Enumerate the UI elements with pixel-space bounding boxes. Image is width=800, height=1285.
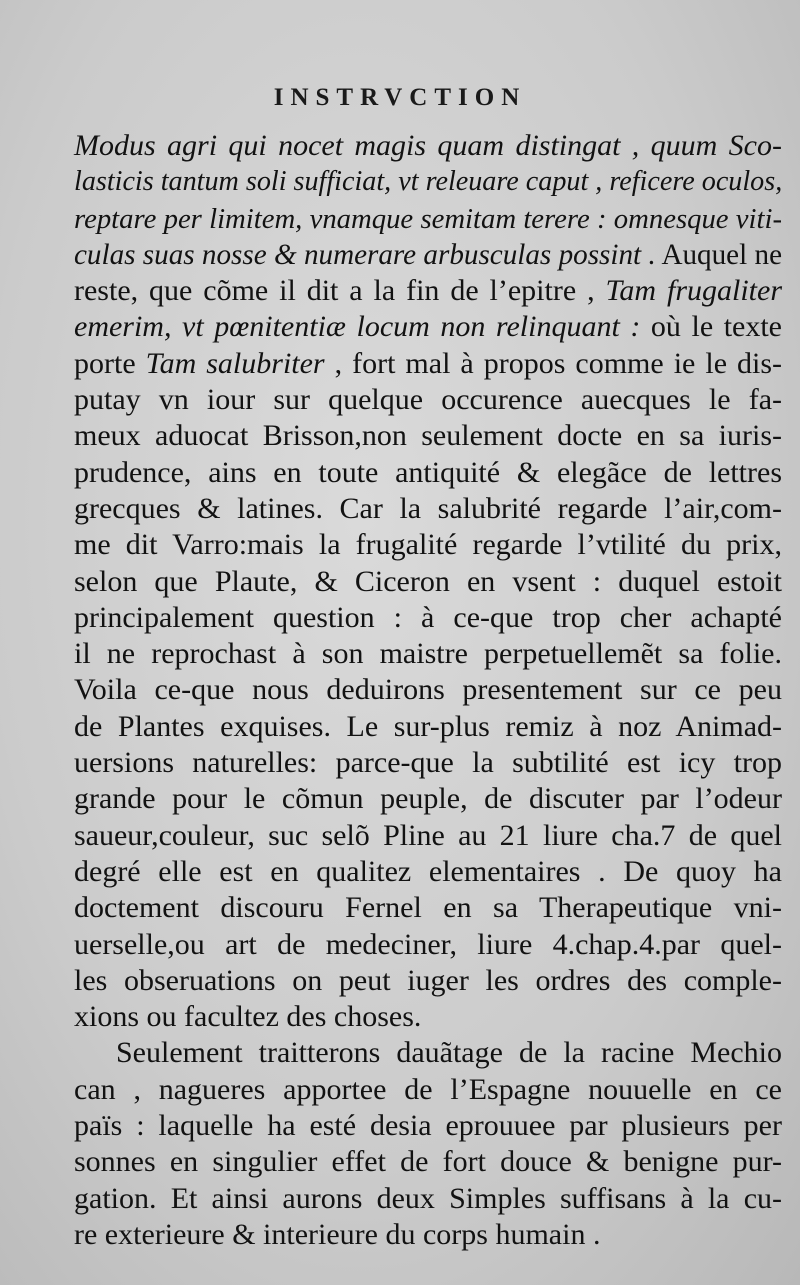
text-segment: , fort mal à propos comme ie le dis-	[324, 346, 783, 380]
text-line	[74, 128, 782, 164]
text-segment: meux aduocat Brisson,non seulement docte en sa iuris-	[74, 419, 782, 453]
text-segment: re exterieure & interieure du corps humain .	[74, 1217, 601, 1251]
text-line	[74, 346, 782, 382]
running-head: INSTRVCTION	[273, 84, 527, 111]
text-line	[74, 890, 782, 926]
text-line	[74, 382, 782, 418]
text-line	[74, 1144, 782, 1180]
latin-quote-segment: reptare per limitem, vnamque semitam terere : omnesque viti-	[74, 202, 782, 235]
text-segment: de Plantes exquises. Le sur-plus remiz à noz Animad-	[74, 709, 782, 743]
text-segment: païs : laquelle ha esté desia eprouuee par plusieurs per	[74, 1109, 782, 1143]
text-line	[74, 854, 782, 890]
text-line	[74, 999, 782, 1035]
latin-quote-segment: emerim, vt pœnitentiæ locum non relinquant :	[74, 310, 641, 344]
text-line	[74, 237, 782, 273]
text-segment: Voila ce-que nous deduirons presentement sur ce peu	[74, 673, 782, 707]
text-line	[74, 636, 782, 672]
text-line	[74, 963, 782, 999]
text-segment: reste, que cõme il dit a la fin de l’epitre ,	[74, 274, 595, 308]
text-segment: principalement question : à ce-que trop cher achapté	[74, 600, 782, 634]
text-segment: uersions naturelles: parce-que la subtilité est icy trop	[74, 746, 782, 780]
text-segment: uerselle,ou art de medeciner, liure 4.chap.4.par quel-	[74, 927, 782, 961]
text-segment: prudence, ains en toute antiquité & elegãce de lettres	[74, 455, 782, 489]
text-line	[74, 818, 782, 854]
text-line	[74, 672, 782, 708]
latin-quote-segment: Modus agri qui nocet magis quam distingat , quum Sco-	[74, 129, 782, 162]
text-segment: saueur,couleur, suc selõ Pline au 21 liure cha.7 de quel	[74, 818, 782, 852]
text-line	[74, 1181, 782, 1217]
text-segment: selon que Plaute, & Ciceron en vsent : duquel estoit	[74, 564, 782, 598]
text-line	[74, 709, 782, 745]
text-line	[74, 1072, 782, 1108]
text-segment: porte	[74, 346, 146, 380]
text-segment: grande pour le cõmun peuple, de discuter par l’odeur	[74, 782, 782, 816]
text-segment: Auquel ne	[655, 238, 783, 271]
text-line	[74, 927, 782, 963]
text-segment: can , nagueres apportee de l’Espagne nouuelle en ce	[74, 1072, 782, 1106]
text-line	[74, 1035, 782, 1071]
text-line	[74, 1217, 782, 1253]
text-line	[74, 455, 782, 491]
latin-quote-segment: lasticis tantum soli sufficiat, vt releuare caput , reficere oculos,	[74, 166, 783, 198]
text-line	[74, 745, 782, 781]
text-line	[74, 273, 782, 309]
text-line	[74, 309, 782, 345]
text-segment: xions ou facultez des choses.	[74, 1000, 422, 1034]
text-segment: doctement discouru Fernel en sa Therapeutique vni-	[74, 891, 782, 925]
text-line	[74, 491, 782, 527]
text-segment: sonnes en singulier effet de fort douce & benigne pur-	[74, 1145, 782, 1179]
text-line	[74, 164, 782, 200]
text-segment: les obseruations on peut iuger les ordres des comple-	[74, 963, 782, 997]
text-line	[74, 418, 782, 454]
text-line	[74, 781, 782, 817]
text-segment: putay vn iour sur quelque occurence auecques le fa-	[74, 383, 782, 417]
text-segment: degré elle est en qualitez elementaires . De quoy ha	[74, 854, 782, 888]
text-line	[74, 201, 782, 237]
text-line	[74, 564, 782, 600]
text-segment: gation. Et ainsi aurons deux Simples suffisans à la cu-	[74, 1181, 782, 1215]
text-line	[74, 527, 782, 563]
text-segment: il ne reprochast à son maistre perpetuellemẽt sa folie.	[74, 637, 782, 671]
text-line	[74, 1108, 782, 1144]
latin-quote-segment: culas suas nosse & numerare arbusculas possint .	[74, 238, 656, 271]
text-segment: me dit Varro:mais la frugalité regarde l’vtilité du prix,	[74, 528, 782, 562]
text-segment: Seulement traitterons dauãtage de la racine Mechio	[116, 1036, 782, 1070]
body-text	[74, 128, 782, 1253]
latin-quote-segment: Tam frugaliter	[594, 274, 782, 308]
text-segment: où le texte	[640, 310, 782, 344]
text-segment: grecques & latines. Car la salubrité regarde l’air,com-	[74, 491, 782, 525]
latin-quote-segment: Tam salubriter	[145, 346, 325, 380]
text-line	[74, 600, 782, 636]
